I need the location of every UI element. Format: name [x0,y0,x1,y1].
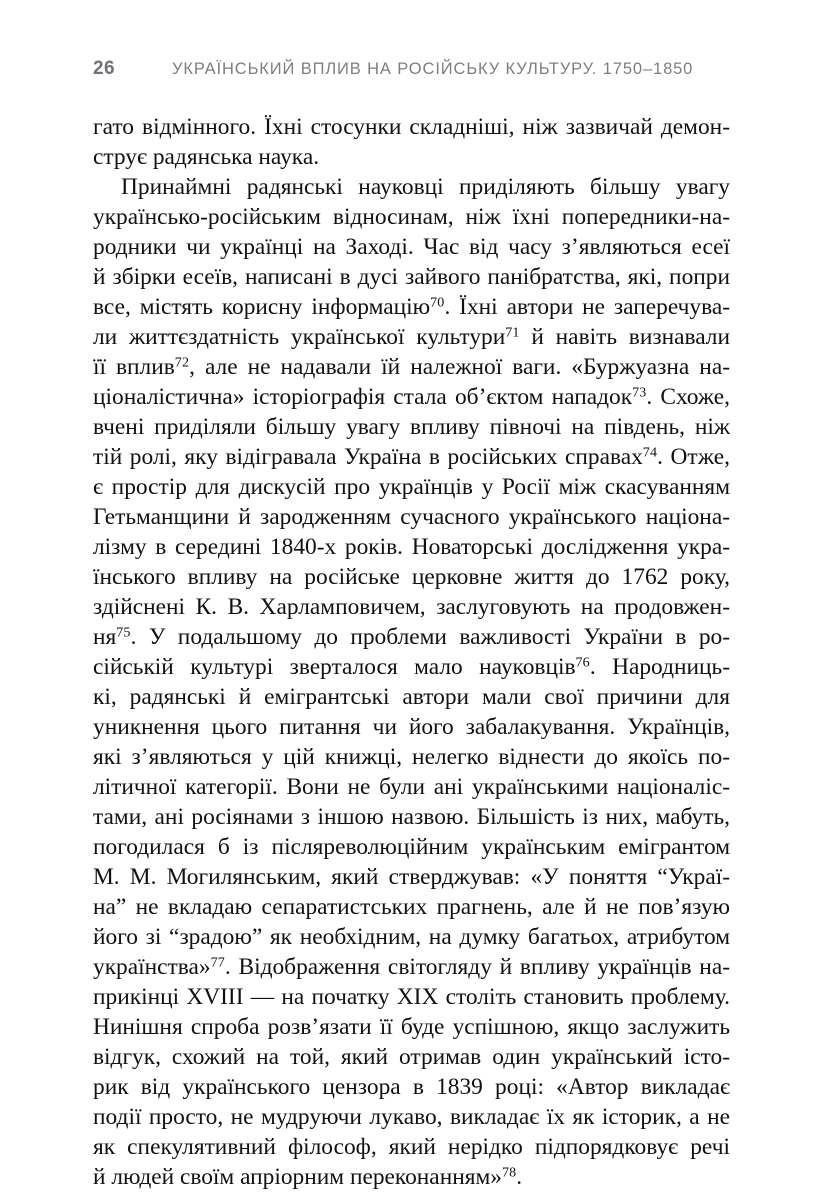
line-text: його зі “зрадою” як необхідним, на думку багатьох, атрибутом [93,924,730,950]
line-text: рик від українського цензора в 1839 році: «Автор викладає [93,1074,730,1100]
text-line [93,562,730,592]
text-line [93,292,730,322]
text-line [93,232,730,262]
line-text: все, містять корисну інформацію [93,294,431,320]
line-text-tail: , але не надавали їй належної ваги. «Буржуазна на- [189,354,730,380]
line-text: лізму в середині 1840-х років. Новаторські дослідження укра- [93,534,730,560]
line-text: сійській культурі зверталося мало науковців [93,654,576,680]
text-line [93,502,730,532]
text-line [93,442,730,472]
line-text: прикінці XVIII — на початку XIX століть становить проблему. [93,984,730,1010]
text-line [93,172,730,202]
footnote-marker: 78 [501,1164,517,1181]
line-text: погодилася б із післяреволюційним українським емігрантом [93,834,730,860]
text-line [93,1102,730,1132]
text-line [93,532,730,562]
text-line [93,472,730,502]
text-line [93,1072,730,1102]
line-text: тій ролі, яку відігравала Україна в російських справах [93,444,643,470]
line-text: гато відмінного. Їхні стосунки складніші, ніж зазвичай демон- [93,114,730,140]
line-text-tail: . Їхні автори не заперечува- [444,294,730,320]
text-line [93,772,730,802]
line-text: кі, радянські й емігрантські автори мали свої причини для [93,684,730,710]
footnote-marker: 77 [210,954,225,971]
text-line [93,202,730,232]
text-line [93,982,730,1012]
text-line [93,892,730,922]
text-line [93,652,730,682]
line-text: ли життєздатність української культури [93,324,506,350]
page-number: 26 [93,58,115,79]
text-line [93,262,730,292]
line-text: Гетьманщини й зародженням сучасного українського націона- [93,504,730,530]
line-text: літичної категорії. Вони не були ані українськими націоналіс- [93,774,730,800]
running-head-title: УКРАЇНСЬКИЙ ВПЛИВ НА РОСІЙСЬКУ КУЛЬТУРУ. 1750–1850 [172,59,694,78]
line-text-tail: . Відображення світогляду й впливу українців на- [224,954,730,980]
footnote-marker: 75 [116,624,131,641]
line-text: є простір для дискусій про українців у Росії між скасуванням [93,474,730,500]
line-text: М. М. Могилянським, який стверджував: «У поняття “Украї- [93,864,730,890]
line-text: здійснені К. В. Харламповичем, заслуговують на продовжен- [93,594,730,620]
footnote-marker: 72 [174,354,190,371]
text-line [93,622,730,652]
text-line [93,352,730,382]
line-text-tail: й навіть визнавали [519,324,730,350]
line-text: події просто, не мудруючи лукаво, викладає їх як історик, а не [93,1104,730,1130]
footnote-marker: 74 [642,444,658,461]
text-line [93,112,730,142]
line-text: й збірки есеїв, написані в дусі зайвого панібратства, які, попри [93,264,730,290]
body-text [93,112,730,1192]
text-line [93,1012,730,1042]
footnote-marker: 70 [430,294,445,311]
line-text-tail: . Отже, [657,444,730,470]
line-text: як спекулятивний філософ, який нерідко підпорядковує речі [93,1134,730,1160]
text-line [93,322,730,352]
text-line [93,682,730,712]
footnote-marker: 71 [505,324,520,341]
line-text: уникнення цього питання чи його забалакування. Українців, [93,714,730,740]
line-text-tail: . Народниць- [589,654,730,680]
line-text-tail: . Схоже, [646,384,730,410]
running-head [93,56,730,82]
text-line [93,802,730,832]
text-line [93,1132,730,1162]
text-line [93,832,730,862]
line-text: ціоналістична» історіографія стала об’єктом нападок [93,384,633,410]
line-text: українства» [93,954,211,980]
text-line [93,382,730,412]
line-text: струє радянська наука. [93,144,320,170]
line-text-tail: . [516,1164,523,1190]
line-text: й людей своїм апріорним переконанням» [93,1164,502,1190]
line-text: тами, ані росіянами з іншою назвою. Більшість із них, мабуть, [93,804,730,830]
line-text: на” не вкладаю сепаратистських прагнень, але й не пов’язую [93,894,730,920]
line-text: їнського впливу на російське церковне життя до 1762 року, [93,564,730,590]
line-text: ня [93,624,117,650]
text-line [93,142,730,172]
text-line [93,1042,730,1072]
line-text: відгук, схожий на той, який отримав один український істо- [93,1044,730,1070]
footnote-marker: 76 [575,654,590,671]
text-line [93,712,730,742]
text-line [93,592,730,622]
line-text: Принаймні радянські науковці приділяють більшу увагу [121,174,730,200]
line-text: Нинішня спроба розв’язати її буде успішною, якщо заслужить [93,1014,730,1040]
line-text-tail: . У подальшому до проблеми важливості України в ро- [130,624,730,650]
text-line [93,862,730,892]
text-line [93,742,730,772]
text-line [93,922,730,952]
text-line [93,952,730,982]
line-text: родники чи українці на Заході. Час від часу з’являються есеї [93,234,730,260]
text-line [93,412,730,442]
line-text: її вплив [93,354,175,380]
line-text: українсько-російським відносинам, ніж їхні попередники-на- [93,204,730,230]
text-line [93,1162,730,1192]
line-text: вчені приділяли більшу увагу впливу півночі на південь, ніж [93,414,730,440]
line-text: які з’являються у цій книжці, нелегко віднести до якоїсь по- [93,744,730,770]
footnote-marker: 73 [632,384,647,401]
